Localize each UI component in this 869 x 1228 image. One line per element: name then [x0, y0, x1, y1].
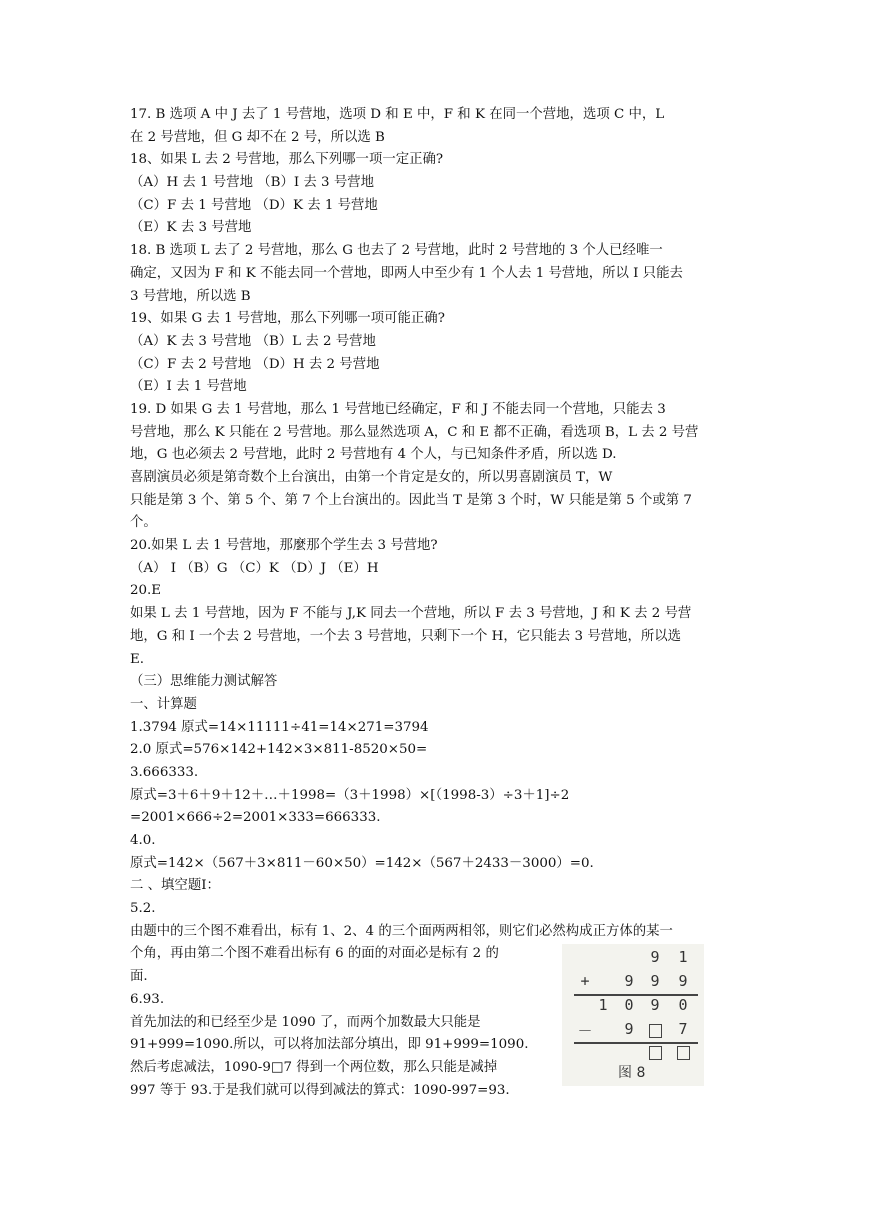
- text-line: 19、如果 G 去 1 号营地，那么下列哪一项可能正确?: [130, 311, 445, 327]
- text-line: =2001×666÷2=2001×333=666333.: [130, 810, 381, 826]
- text-line: 6.93.: [130, 991, 165, 1007]
- text-line: 一、计算题: [130, 696, 197, 712]
- fig-digit: 7: [678, 1020, 688, 1038]
- text-line: 2.0 原式=576×142+142×3×811-8520×50=: [130, 742, 428, 758]
- text-line: 4.0.: [130, 833, 156, 848]
- fig-digit: 9: [650, 996, 660, 1014]
- text-line: （C）F 去 1 号营地 （D）K 去 1 号营地: [130, 197, 378, 213]
- text-line: 喜剧演员必须是第奇数个上台演出，由第一个肯定是女的，所以男喜剧演员 T，W: [130, 470, 613, 485]
- text-line: 个。: [130, 515, 157, 531]
- text-line: （三）思维能力测试解答: [130, 674, 278, 690]
- text-line: 997 等于 93.于是我们就可以得到减法的算式：1090-997=93.: [130, 1082, 510, 1098]
- fig-blank-box: [649, 1046, 662, 1060]
- addition-subtraction-figure: [562, 944, 704, 1086]
- text-line: 个角，再由第二个图不难看出标有 6 的面的对面必是标有 2 的: [130, 946, 499, 962]
- text-line: （A） I （B）G （C）K （D）J （E）H: [130, 560, 379, 576]
- text-line: 号营地，那么 K 只能在 2 号营地。那么显然选项 A，C 和 E 都不正确，看选项 B，L 去 2 号营: [130, 424, 699, 440]
- text-line: 面.: [130, 969, 148, 985]
- text-line: 18. B 选项 L 去了 2 号营地，那么 G 也去了 2 号营地，此时 2 号营地的 3 个人已经唯一: [130, 243, 663, 259]
- fig-digit: 9: [650, 948, 660, 966]
- text-line: （A）H 去 1 号营地 （B）I 去 3 号营地: [130, 175, 374, 191]
- text-line: 地，G 也必须去 2 号营地，此时 2 号营地有 4 个人，与已知条件矛盾，所以选 D.: [130, 447, 617, 463]
- fig-digit: 9: [624, 972, 634, 990]
- text-line: 19. D 如果 G 去 1 号营地，那么 1 号营地已经确定，F 和 J 不能去同一个营地，只能去 3: [130, 401, 666, 417]
- text-line: 原式=3＋6＋9＋12＋…＋1998=（3＋1998）×[（1998-3）÷3＋1]÷2: [130, 787, 570, 803]
- fig-digit: 1: [598, 996, 608, 1014]
- fig-plus-sign: +: [580, 972, 590, 990]
- text-line: 91+999=1090.所以，可以将加法部分填出，即 91+999=1090.: [130, 1037, 529, 1053]
- text-line: （E）K 去 3 号营地: [130, 220, 252, 236]
- text-line: 首先加法的和已经至少是 1090 了，而两个加数最大只能是: [130, 1014, 481, 1030]
- text-line: 18、如果 L 去 2 号营地，那么下列哪一项一定正确?: [130, 152, 444, 168]
- fig-digit: 0: [678, 996, 688, 1014]
- text-line: 1.3794 原式=14×11111÷41=14×271=3794: [130, 719, 429, 735]
- text-line: （E）I 去 1 号营地: [130, 379, 247, 395]
- text-line: 20.如果 L 去 1 号营地，那麼那个学生去 3 号营地?: [130, 538, 438, 554]
- text-line: 地，G 和 I 一个去 2 号营地，一个去 3 号营地，只剩下一个 H，它只能去 3 号营地，所以选: [130, 628, 682, 644]
- text-line: （C）F 去 2 号营地 （D）H 去 2 号营地: [130, 356, 380, 372]
- text-line: （A）K 去 3 号营地 （B）L 去 2 号营地: [130, 333, 376, 349]
- text-line: 5.2.: [130, 901, 156, 917]
- text-line: 确定，又因为 F 和 K 不能去同一个营地，即两人中至少有 1 个人去 1 号营地，所以 I 只能去: [130, 265, 683, 281]
- text-line: 二 、填空题Ⅰ：: [130, 878, 220, 894]
- fig-digit: 0: [624, 996, 634, 1014]
- fig-digit: 9: [678, 972, 688, 990]
- fig-digit: 1: [678, 948, 688, 966]
- text-line: 在 2 号营地，但 G 却不在 2 号，所以选 B: [130, 129, 385, 145]
- fig-digit: 9: [650, 972, 660, 990]
- fig-blank-box: [649, 1024, 662, 1038]
- text-line: 原式=142×（567＋3×811－60×50）=142×（567＋2433－3000）=0.: [130, 855, 594, 871]
- text-line: 3.666333.: [130, 764, 199, 780]
- fig-minus-sign: －: [577, 1022, 593, 1040]
- text-line: 如果 L 去 1 号营地，因为 F 不能与 J,K 同去一个营地，所以 F 去 3 号营地，J 和 K 去 2 号营: [130, 606, 692, 622]
- fig-blank-box: [677, 1046, 690, 1060]
- text-line: 17. B 选项 A 中 J 去了 1 号营地，选项 D 和 E 中，F 和 K 在同一个营地，选项 C 中，L: [130, 107, 665, 122]
- figure-caption: 图 8: [618, 1065, 646, 1081]
- text-line: 20.E: [130, 583, 162, 599]
- text-line: 只能是第 3 个、第 5 个、第 7 个上台演出的。因此当 T 是第 3 个时，W 只能是第 5 个或第 7: [130, 492, 692, 508]
- text-line: 由题中的三个图不难看出，标有 1、2、4 的三个面两两相邻，则它们必然构成正方体的某一: [130, 923, 673, 939]
- text-line: 3 号营地，所以选 B: [130, 288, 251, 304]
- fig-digit: 9: [624, 1020, 634, 1038]
- text-line: E.: [130, 651, 145, 667]
- text-line: 然后考虑减法，1090-9□7 得到一个两位数，那么只能是减掉: [130, 1059, 498, 1075]
